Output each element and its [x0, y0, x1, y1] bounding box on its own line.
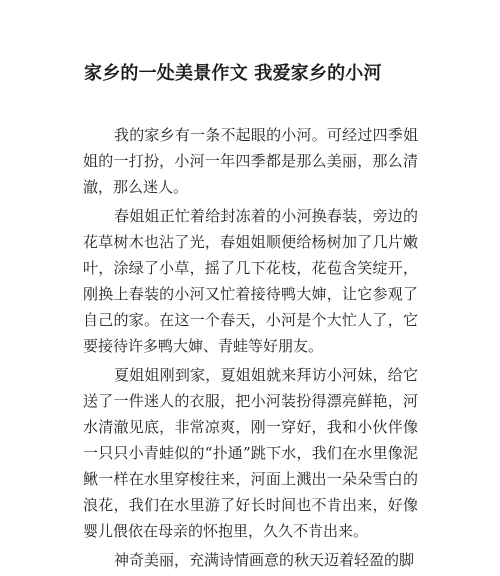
paragraph-autumn: 神奇美丽，充满诗情画意的秋天迈着轻盈的脚 — [114, 551, 415, 569]
paragraph-summer: 夏姐姐刚到家，夏姐姐就来拜访小河妹，给它送了一件迷人的衣服，把小河装扮得漂亮鲜艳，河水清澈见底，非常凉爽，刚一穿好，我和小伙伴像一只只小青蛙似的“扑通”跳下水，我们在水里像泥鳅一样在水里穿梭往来，河面上溅出一朵朵雪白的浪花，我们在水里游了好长时间也不肯出来，好像婴儿偎依在母亲的怀抱里，久久不肯出来。 — [83, 366, 418, 540]
article-title: 家乡的一处美景作文 我爱家乡的小河 — [84, 63, 382, 84]
paragraph-intro: 我的家乡有一条不起眼的小河。可经过四季姐姐的一打扮，小河一年四季都是那么美丽，那么清澈，那么迷人。 — [83, 126, 418, 196]
paragraph-spring: 春姐姐正忙着给封冻着的小河换春装，旁边的花草树木也沾了光，春姐姐顺便给杨树加了几片嫩叶，涂绿了小草，摇了几下花枝，花苞含笑绽开，刚换上春装的小河又忙着接待鸭大婶，让它参观了自己的家。在这一个春天，小河是个大忙人了，它要接待许多鸭大婶、青蛙等好朋友。 — [83, 207, 418, 355]
article-body — [83, 122, 418, 576]
